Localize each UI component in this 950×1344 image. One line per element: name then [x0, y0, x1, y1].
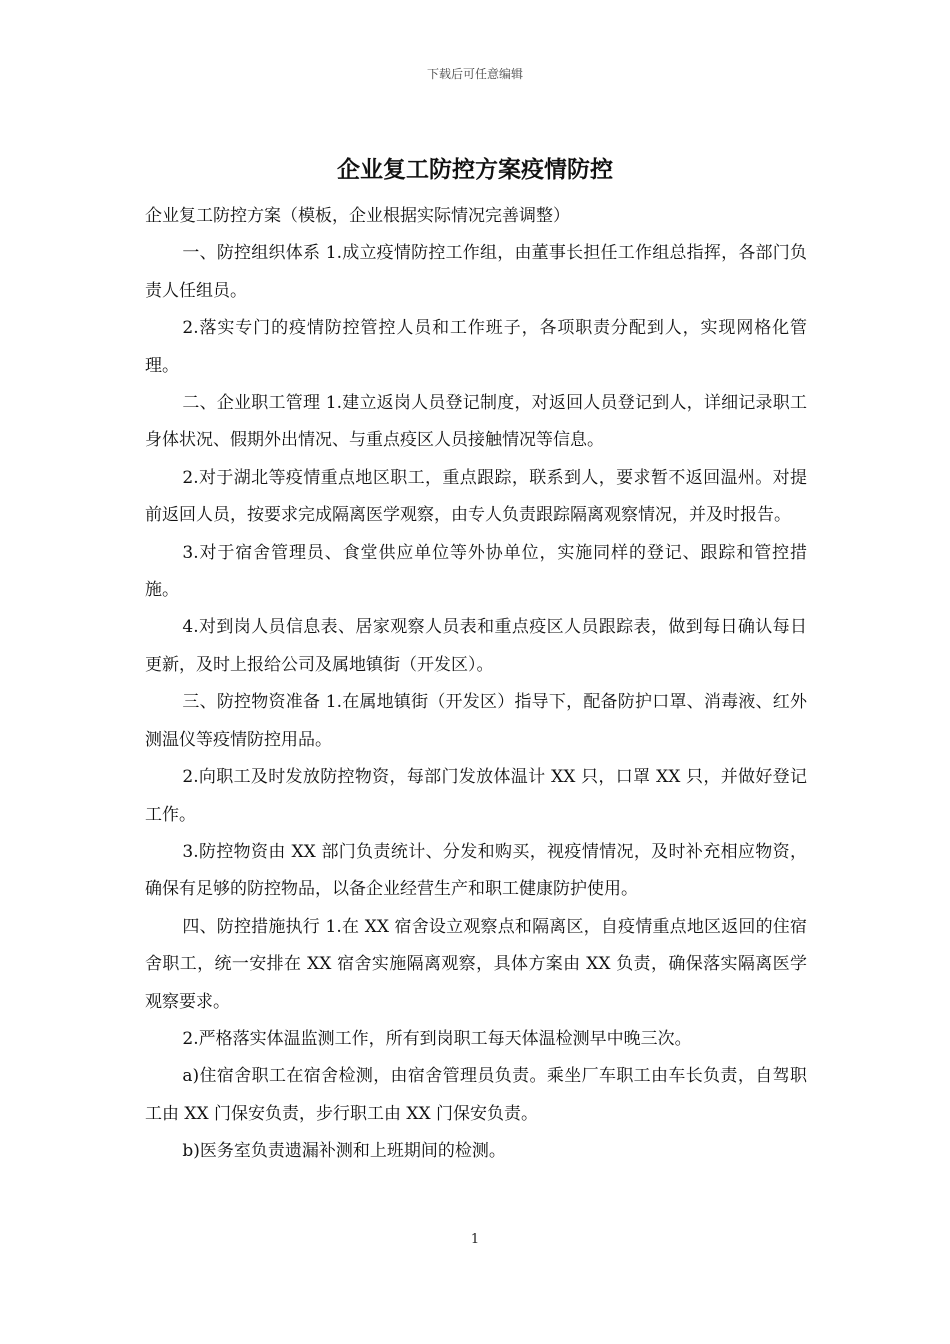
paragraph: 2.落实专门的疫情防控管控人员和工作班子，各项职责分配到人，实现网格化管理。 [145, 318, 807, 376]
paragraph: 三、防控物资准备 1.在属地镇街（开发区）指导下，配备防护口罩、消毒液、红外测温仪等疫情防控用品。 [145, 692, 807, 750]
page-header-note: 下载后可任意编辑 [426, 67, 523, 81]
paragraph: 一、防控组织体系 1.成立疫情防控工作组，由董事长担任工作组总指挥，各部门负责人任组员。 [145, 243, 807, 301]
paragraph: 3.防控物资由 XX 部门负责统计、分发和购买，视疫情情况，及时补充相应物资，确保有足够的防控物品，以备企业经营生产和职工健康防护使用。 [145, 841, 807, 900]
paragraph: 2.对于湖北等疫情重点地区职工，重点跟踪，联系到人，要求暂不返回温州。对提前返回人员，按要求完成隔离医学观察，由专人负责跟踪隔离观察情况，并及时报告。 [145, 467, 807, 526]
paragraph: 二、企业职工管理 1.建立返岗人员登记制度，对返回人员登记到人，详细记录职工身体状况、假期外出情况、与重点疫区人员接触情况等信息。 [145, 393, 807, 451]
paragraph-subtitle: 企业复工防控方案（模板，企业根据实际情况完善调整） [145, 206, 570, 226]
document-body [145, 198, 807, 1171]
paragraph: 2.向职工及时发放防控物资，每部门发放体温计 XX 只，口罩 XX 只，并做好登记工作。 [145, 767, 807, 825]
paragraph: 2.严格落实体温监测工作，所有到岗职工每天体温检测早中晚三次。 [182, 1028, 692, 1049]
paragraph: 4.对到岗人员信息表、居家观察人员表和重点疫区人员跟踪表，做到每日确认每日更新，及时上报给公司及属地镇街（开发区）。 [145, 617, 807, 675]
paragraph: 3.对于宿舍管理员、食堂供应单位等外协单位，实施同样的登记、跟踪和管控措施。 [145, 542, 807, 601]
paragraph: b)医务室负责遗漏补测和上班期间的检测。 [182, 1141, 506, 1162]
document-title: 企业复工防控方案疫情防控 [337, 156, 613, 183]
paragraph: 四、防控措施执行 1.在 XX 宿舍设立观察点和隔离区，自疫情重点地区返回的住宿舍职工，统一安排在 XX 宿舍实施隔离观察，具体方案由 XX 负责，确保落实隔离医学观察要求。 [145, 916, 807, 1012]
page-number: 1 [470, 1232, 480, 1247]
paragraph: a)住宿舍职工在宿舍检测，由宿舍管理员负责。乘坐厂车职工由车长负责，自驾职工由 XX 门保安负责，步行职工由 XX 门保安负责。 [145, 1066, 807, 1124]
